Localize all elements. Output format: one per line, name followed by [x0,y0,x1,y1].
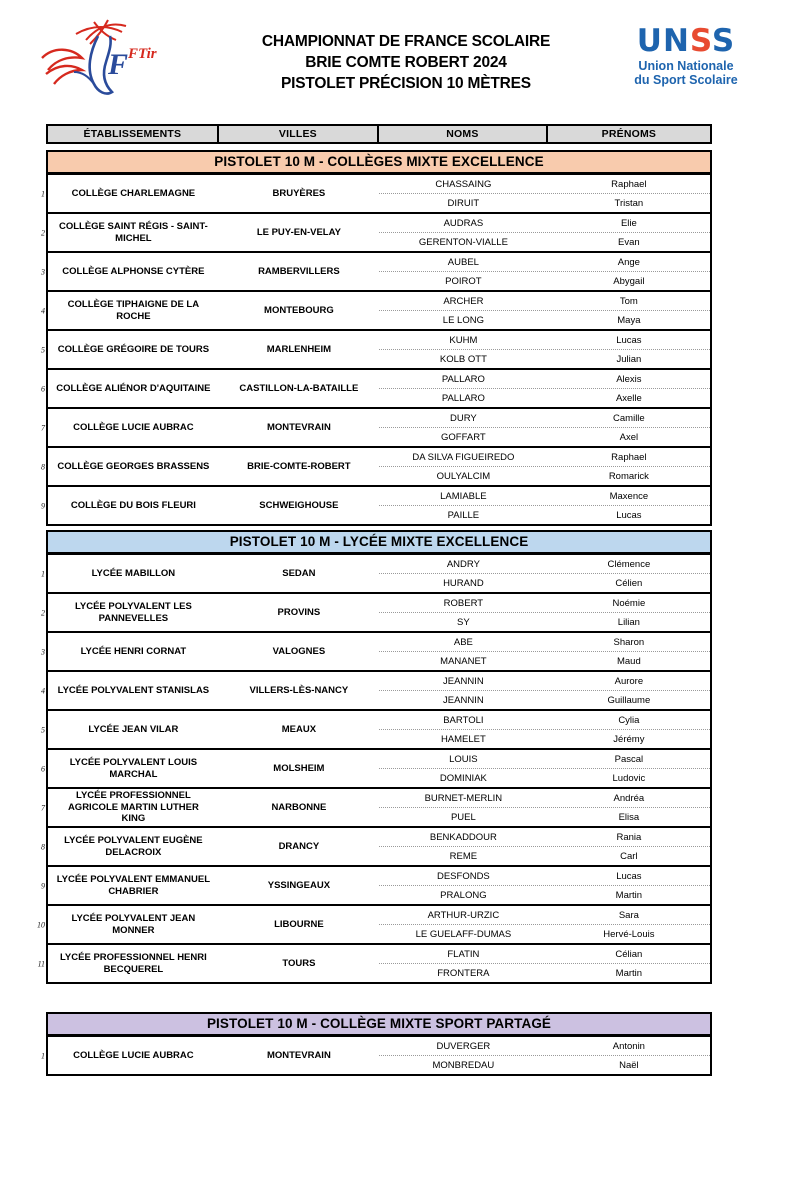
last-name: DURY [450,412,477,424]
first-name: Raphael [611,178,647,190]
names-cell [379,594,710,631]
fftir-rooster-icon [38,18,206,106]
city-cell: LIBOURNE [274,918,324,930]
last-name: PUEL [450,811,476,823]
row-number: 1 [41,189,45,198]
school-cell: LYCÉE POLYVALENT EUGÈNE DELACROIX [64,835,203,858]
city-cell: MOLSHEIM [273,762,325,774]
last-name: MANANET [440,655,487,667]
shooter-line-2 [379,467,710,485]
unss-logo [606,18,766,87]
column-header-noms: NOMS [379,126,548,142]
names-cell [379,672,710,709]
city-cell: VALOGNES [272,645,326,657]
names-cell [379,175,710,212]
school-cell: LYCÉE JEAN VILAR [88,723,179,735]
names-cell [379,750,710,787]
school-cell: COLLÈGE SAINT RÉGIS - SAINT-MICHEL [58,221,208,244]
first-name: Lucas [616,870,642,882]
last-name: FRONTERA [437,967,490,979]
first-name: Maya [617,314,641,326]
city-cell: BRUYÈRES [272,187,326,199]
first-name: Jérémy [613,733,645,745]
row-number: 6 [41,384,45,393]
names-cell [379,1037,710,1074]
unss-s: S [711,23,736,59]
page-title [206,18,606,94]
fftir-letter-f: F [108,48,129,81]
last-name: BARTOLI [443,714,484,726]
row-number: 3 [41,267,45,276]
first-name: Axel [619,431,639,443]
last-name: LE LONG [442,314,484,326]
school-cell: COLLÈGE GEORGES BRASSENS [57,460,210,472]
first-name: Cylia [618,714,640,726]
last-name: GOFFART [441,431,486,443]
unss-acronym [606,23,766,59]
first-name: Hervé-Louis [603,928,655,940]
table-row [41,750,710,789]
city-cell: PROVINS [277,606,321,618]
city-cell: RAMBERVILLERS [258,265,340,277]
school-cell: LYCÉE MABILLON [91,567,176,579]
school-cell: COLLÈGE ALPHONSE CYTÈRE [62,265,205,277]
school-cell: COLLÈGE LUCIE AUBRAC [73,421,194,433]
column-header-prenoms: PRÉNOMS [601,128,657,140]
city-cell: LE PUY-EN-VELAY [256,226,341,238]
last-name: BURNET-MERLIN [424,792,503,804]
first-name: Ange [617,256,640,268]
unss-un: UN [636,23,690,59]
section-title-banner: PISTOLET 10 M - COLLÈGES MIXTE EXCELLENCE [46,150,712,174]
shooter-line-1 [379,487,710,506]
shooter-line-1 [379,292,710,311]
last-name: PRALONG [440,889,487,901]
city-cell: MONTEVRAIN [266,421,331,433]
section-body [41,174,712,526]
shooter-line-2 [379,506,710,524]
shooter-line-1 [379,555,710,574]
shooter-line-1 [379,331,710,350]
shooter-line-1 [379,789,710,808]
last-name: PAILLE [447,509,480,521]
last-name: ROBERT [443,597,484,609]
row-number: 8 [41,462,45,471]
last-name: DIRUIT [447,197,480,209]
city-cell: BRIE-COMTE-ROBERT [247,460,351,472]
row-number: 10 [37,920,45,929]
names-cell [379,555,710,592]
last-name: SY [457,616,470,628]
row-number: 9 [41,881,45,890]
table-row [41,828,710,867]
shooter-line-1 [379,672,710,691]
last-name: KUHM [449,334,478,346]
shooter-line-2 [379,691,710,709]
row-number: 4 [41,306,45,315]
row-number: 5 [41,725,45,734]
page-title-line-1: CHAMPIONNAT DE FRANCE SCOLAIRE [261,33,551,50]
first-name: Romarick [608,470,649,482]
first-name: Rania [616,831,642,843]
category-section [41,150,712,526]
school-cell: COLLÈGE GRÉGOIRE DE TOURS [57,343,210,355]
last-name: ABE [453,636,473,648]
school-cell: LYCÉE POLYVALENT EMMANUEL CHABRIER [56,874,211,897]
shooter-line-1 [379,448,710,467]
last-name: FLATIN [447,948,480,960]
school-cell: COLLÈGE LUCIE AUBRAC [73,1049,194,1061]
first-name: Noémie [612,597,646,609]
row-number: 7 [41,803,45,812]
last-name: ANDRY [446,558,480,570]
table-row [41,292,710,331]
last-name: ARTHUR-URZIC [427,909,500,921]
fftir-letters-ftir: FTir [128,46,157,62]
names-cell [379,214,710,251]
table-row [37,906,710,945]
first-name: Abygail [613,275,645,287]
names-cell [379,828,710,865]
last-name: LE GUELAFF-DUMAS [415,928,512,940]
last-name: PALLARO [441,392,485,404]
table-row [41,633,710,672]
first-name: Andréa [613,792,645,804]
city-cell: NARBONNE [271,801,327,813]
last-name: JEANNIN [443,675,484,687]
table-row [41,175,710,214]
shooter-line-2 [379,194,710,212]
first-name: Lilian [617,616,640,628]
column-header-etablissements: ÉTABLISSEMENTS [48,126,219,142]
shooter-line-1 [379,633,710,652]
section-title-banner: PISTOLET 10 M - LYCÉE MIXTE EXCELLENCE [46,530,712,554]
first-name: Célien [615,577,643,589]
row-number: 8 [41,842,45,851]
table-row [37,945,710,982]
first-name: Martin [615,889,643,901]
shooter-line-1 [379,945,710,964]
first-name: Naël [619,1059,639,1071]
row-number: 5 [41,345,45,354]
first-name: Maxence [609,490,649,502]
first-name: Julian [616,353,642,365]
city-cell: VILLERS-LÈS-NANCY [249,684,349,696]
last-name: KOLB OTT [439,353,487,365]
first-name: Sharon [613,636,645,648]
shooter-line-1 [379,711,710,730]
shooter-line-1 [379,867,710,886]
shooter-line-1 [379,175,710,194]
unss-subtitle-line-1: Union Nationale [638,59,734,73]
shooter-line-2 [379,574,710,592]
last-name: PALLARO [441,373,485,385]
first-name: Axelle [615,392,642,404]
names-cell [379,370,710,407]
last-name: OULYALCIM [436,470,491,482]
shooter-line-2 [379,847,710,865]
last-name: MONBREDAU [432,1059,495,1071]
first-name: Lucas [616,334,642,346]
names-cell [379,867,710,904]
names-cell [379,945,710,982]
table-row [41,711,710,750]
shooter-line-2 [379,769,710,787]
last-name: HAMELET [440,733,486,745]
table-row [41,555,710,594]
shooter-line-2 [379,350,710,368]
names-cell [379,487,710,524]
table-row [41,331,710,370]
school-cell: LYCÉE HENRI CORNAT [80,645,187,657]
table-row [41,1037,710,1074]
last-name: BENKADDOUR [429,831,497,843]
shooter-line-1 [379,1037,710,1056]
table-column-header-row [46,124,712,144]
last-name: AUBEL [447,256,479,268]
section-body [41,1036,712,1076]
shooter-line-2 [379,808,710,826]
first-name: Clémence [607,558,651,570]
row-number: 3 [41,647,45,656]
row-number: 1 [41,1051,45,1060]
last-name: DESFONDS [436,870,490,882]
city-cell: MONTEBOURG [264,304,334,316]
shooter-line-1 [379,370,710,389]
row-number: 11 [37,959,45,968]
table-row [41,672,710,711]
table-row [41,214,710,253]
names-cell [379,292,710,329]
shooter-line-1 [379,750,710,769]
school-cell: LYCÉE PROFESSIONNEL HENRI BECQUEREL [60,952,207,975]
row-number: 2 [41,228,45,237]
shooter-line-1 [379,253,710,272]
first-name: Martin [615,967,643,979]
names-cell [379,448,710,485]
shooter-line-2 [379,652,710,670]
results-table [37,124,712,1076]
first-name: Alexis [616,373,642,385]
last-name: CHASSAING [435,178,492,190]
last-name: JEANNIN [443,694,484,706]
last-name: AUDRAS [443,217,484,229]
shooter-line-2 [379,964,710,982]
shooter-line-1 [379,409,710,428]
shooter-line-2 [379,730,710,748]
page-title-line-2: BRIE COMTE ROBERT 2024 [305,54,507,71]
table-row [41,448,710,487]
first-name: Maud [616,655,641,667]
unss-subtitle-line-2: du Sport Scolaire [634,73,738,87]
page-header [0,0,792,114]
last-name: DOMINIAK [439,772,487,784]
shooter-line-2 [379,233,710,251]
shooter-line-1 [379,906,710,925]
row-number: 2 [41,608,45,617]
table-row [41,789,710,828]
shooter-line-2 [379,272,710,290]
city-cell: DRANCY [278,840,320,852]
first-name: Camille [613,412,645,424]
school-cell: COLLÈGE DU BOIS FLEURI [70,499,196,511]
first-name: Sara [618,909,639,921]
last-name: DUVERGER [436,1040,491,1052]
shooter-line-2 [379,311,710,329]
last-name: POIROT [445,275,482,287]
names-cell [379,331,710,368]
shooter-line-2 [379,613,710,631]
shooter-line-2 [379,428,710,446]
row-number: 1 [41,569,45,578]
shooter-line-2 [379,1056,710,1074]
names-cell [379,409,710,446]
first-name: Raphael [611,451,647,463]
first-name: Carl [620,850,638,862]
category-section [37,530,712,984]
school-cell: COLLÈGE TIPHAIGNE DE LA ROCHE [67,299,200,322]
first-name: Lucas [616,509,642,521]
city-cell: YSSINGEAUX [267,879,331,891]
first-name: Aurore [614,675,644,687]
last-name: LOUIS [449,753,478,765]
school-cell: LYCÉE POLYVALENT LOUIS MARCHAL [69,757,198,780]
names-cell [379,253,710,290]
first-name: Tom [619,295,638,307]
last-name: GERENTON-VIALLE [418,236,508,248]
unss-s-figure-icon: S [689,23,712,59]
table-row [41,594,710,633]
first-name: Tristan [614,197,644,209]
first-name: Guillaume [607,694,651,706]
table-row [41,867,710,906]
first-name: Antonin [612,1040,645,1052]
table-row [41,370,710,409]
row-number: 6 [41,764,45,773]
section-title-banner: PISTOLET 10 M - COLLÈGE MIXTE SPORT PARTAGÉ [46,1012,712,1036]
first-name: Ludovic [612,772,646,784]
row-number: 9 [41,501,45,510]
city-cell: SEDAN [282,567,316,579]
first-name: Evan [618,236,640,248]
city-cell: SCHWEIGHOUSE [259,499,339,511]
city-cell: TOURS [282,957,316,969]
table-row [41,487,710,524]
school-cell: LYCÉE POLYVALENT STANISLAS [57,684,210,696]
unss-subtitle [606,59,766,87]
table-row [41,409,710,448]
column-header-villes: VILLES [219,126,379,142]
names-cell [379,711,710,748]
city-cell: MARLENHEIM [266,343,332,355]
table-row [41,253,710,292]
first-name: Célian [615,948,643,960]
sections-host [37,150,712,1076]
school-cell: COLLÈGE ALIÉNOR D'AQUITAINE [56,382,211,394]
last-name: ARCHER [443,295,484,307]
first-name: Elisa [618,811,640,823]
row-number: 4 [41,686,45,695]
shooter-line-2 [379,925,710,943]
school-cell: COLLÈGE CHARLEMAGNE [71,187,196,199]
section-body [37,554,712,984]
row-number: 7 [41,423,45,432]
shooter-line-2 [379,886,710,904]
names-cell [379,906,710,943]
names-cell [379,633,710,670]
shooter-line-1 [379,594,710,613]
school-cell: LYCÉE PROFESSIONNEL AGRICOLE MARTIN LUTHER KING [67,790,199,825]
last-name: REME [449,850,478,862]
names-cell [379,789,710,826]
city-cell: MONTEVRAIN [266,1049,331,1061]
last-name: DA SILVA FIGUEIREDO [412,451,515,463]
page-title-line-3: PISTOLET PRÉCISION 10 MÈTRES [281,75,531,92]
school-cell: LYCÉE POLYVALENT LES PANNEVELLES [74,601,192,624]
first-name: Elie [620,217,637,229]
shooter-line-1 [379,214,710,233]
last-name: LAMIABLE [440,490,487,502]
school-cell: LYCÉE POLYVALENT JEAN MONNER [71,913,196,936]
category-section [41,1012,712,1076]
first-name: Pascal [614,753,644,765]
shooter-line-2 [379,389,710,407]
city-cell: MEAUX [281,723,317,735]
shooter-line-1 [379,828,710,847]
last-name: HURAND [443,577,484,589]
city-cell: CASTILLON-LA-BATAILLE [239,382,359,394]
